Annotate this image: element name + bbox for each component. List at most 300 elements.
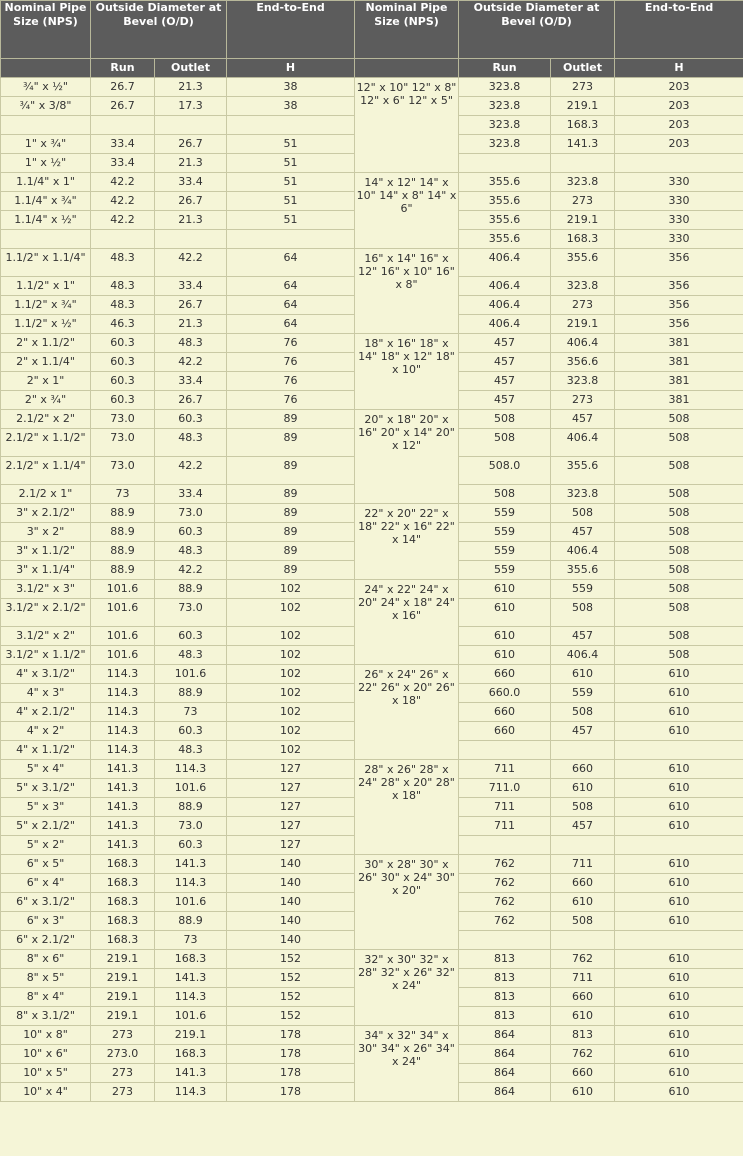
h-cell — [227, 116, 355, 135]
outlet-cell-right: 219.1 — [551, 97, 615, 116]
run-cell-right: 559 — [459, 542, 551, 561]
run-cell-right: 762 — [459, 874, 551, 893]
h-cell: 127 — [227, 817, 355, 836]
h-cell: 127 — [227, 779, 355, 798]
run-cell: 88.9 — [91, 542, 155, 561]
run-cell-right: 660 — [459, 703, 551, 722]
h-cell: 102 — [227, 580, 355, 599]
run-cell-right: 660 — [459, 722, 551, 741]
nps-cell: 1.1/4" x 1" — [1, 173, 91, 192]
outlet-cell-right: 355.6 — [551, 249, 615, 277]
h-cell: 51 — [227, 192, 355, 211]
outlet-cell-right: 457 — [551, 523, 615, 542]
outlet-cell-right: 406.4 — [551, 646, 615, 665]
h-cell-right: 610 — [615, 722, 743, 741]
nps-cell: 5" x 2" — [1, 836, 91, 855]
run-cell: 141.3 — [91, 798, 155, 817]
outlet-cell: 114.3 — [155, 760, 227, 779]
run-cell: 141.3 — [91, 779, 155, 798]
h-cell-right: 610 — [615, 1045, 743, 1064]
run-cell-right: 660.0 — [459, 684, 551, 703]
outlet-cell-right — [551, 154, 615, 173]
outlet-cell-right: 508 — [551, 912, 615, 931]
run-cell-right: 559 — [459, 504, 551, 523]
h-cell-right: 381 — [615, 391, 743, 410]
h-cell: 89 — [227, 542, 355, 561]
outlet-cell-right: 406.4 — [551, 334, 615, 353]
outlet-cell-right: 323.8 — [551, 485, 615, 504]
outlet-cell: 17.3 — [155, 97, 227, 116]
run-cell-right: 323.8 — [459, 116, 551, 135]
h-cell-right: 381 — [615, 334, 743, 353]
nps-cell: 1" x ½" — [1, 154, 91, 173]
outlet-cell: 141.3 — [155, 969, 227, 988]
nps-cell: 6" x 3" — [1, 912, 91, 931]
outlet-cell: 88.9 — [155, 912, 227, 931]
h-cell-right: 508 — [615, 627, 743, 646]
nps-group-cell: 22" x 20" 22" x 18" 22" x 16" 22" x 14" — [355, 504, 459, 580]
table-row — [1, 249, 743, 277]
nps-group-cell: 30" x 28" 30" x 26" 30" x 24" 30" x 20" — [355, 855, 459, 950]
h-cell-right: 356 — [615, 249, 743, 277]
outlet-cell: 73 — [155, 931, 227, 950]
h-cell: 89 — [227, 561, 355, 580]
h-cell-right: 610 — [615, 893, 743, 912]
run-cell: 114.3 — [91, 722, 155, 741]
outlet-cell: 101.6 — [155, 779, 227, 798]
h-cell: 64 — [227, 315, 355, 334]
h-cell: 127 — [227, 760, 355, 779]
h-cell-right: 610 — [615, 1083, 743, 1102]
nps-cell: 4" x 3.1/2" — [1, 665, 91, 684]
outlet-cell-right: 323.8 — [551, 277, 615, 296]
h-cell-right: 610 — [615, 665, 743, 684]
outlet-cell-right: 660 — [551, 988, 615, 1007]
run-cell: 273 — [91, 1026, 155, 1045]
run-cell — [91, 116, 155, 135]
run-cell-right — [459, 741, 551, 760]
h-cell-right: 381 — [615, 372, 743, 391]
run-cell-right: 660 — [459, 665, 551, 684]
outlet-cell-right: 219.1 — [551, 211, 615, 230]
run-cell: 26.7 — [91, 78, 155, 97]
outlet-cell-right: 273 — [551, 296, 615, 315]
run-cell-right: 813 — [459, 988, 551, 1007]
outlet-cell-right: 356.6 — [551, 353, 615, 372]
outlet-cell — [155, 230, 227, 249]
h-cell-right: 203 — [615, 78, 743, 97]
nps-cell: 1.1/2" x 1" — [1, 277, 91, 296]
header-end-to-end: End-to-End — [227, 1, 355, 59]
h-cell-right: 508 — [615, 561, 743, 580]
run-cell: 88.9 — [91, 523, 155, 542]
outlet-cell-right: 559 — [551, 684, 615, 703]
run-cell: 101.6 — [91, 599, 155, 627]
outlet-cell-right: 762 — [551, 1045, 615, 1064]
run-cell-right: 406.4 — [459, 249, 551, 277]
run-cell: 168.3 — [91, 912, 155, 931]
outlet-cell-right — [551, 836, 615, 855]
outlet-cell: 48.3 — [155, 429, 227, 457]
h-cell-right: 508 — [615, 599, 743, 627]
outlet-cell: 26.7 — [155, 135, 227, 154]
run-cell: 219.1 — [91, 1007, 155, 1026]
run-cell-right: 457 — [459, 372, 551, 391]
outlet-cell-right: 508 — [551, 504, 615, 523]
h-cell-right — [615, 154, 743, 173]
nps-cell: 3.1/2" x 2" — [1, 627, 91, 646]
run-cell-right: 355.6 — [459, 192, 551, 211]
run-cell-right: 610 — [459, 627, 551, 646]
nps-cell: 1.1/2" x ¾" — [1, 296, 91, 315]
h-cell-right: 381 — [615, 353, 743, 372]
h-cell: 102 — [227, 599, 355, 627]
nps-cell: 8" x 3.1/2" — [1, 1007, 91, 1026]
outlet-cell: 48.3 — [155, 741, 227, 760]
outlet-cell-right: 355.6 — [551, 457, 615, 485]
h-cell-right: 610 — [615, 798, 743, 817]
h-cell: 152 — [227, 950, 355, 969]
nps-cell: 6" x 5" — [1, 855, 91, 874]
h-cell: 140 — [227, 893, 355, 912]
run-cell: 141.3 — [91, 817, 155, 836]
run-cell-right: 813 — [459, 1007, 551, 1026]
outlet-cell: 219.1 — [155, 1026, 227, 1045]
nps-cell: 10" x 6" — [1, 1045, 91, 1064]
run-cell-right: 355.6 — [459, 211, 551, 230]
nps-group-cell: 12" x 10" 12" x 8" 12" x 6" 12" x 5" — [355, 78, 459, 173]
run-cell-right — [459, 836, 551, 855]
h-cell: 76 — [227, 353, 355, 372]
h-cell-right: 508 — [615, 504, 743, 523]
run-cell-right: 610 — [459, 580, 551, 599]
run-cell: 273 — [91, 1064, 155, 1083]
h-cell: 152 — [227, 969, 355, 988]
h-cell-right: 508 — [615, 542, 743, 561]
h-cell: 102 — [227, 684, 355, 703]
run-cell: 60.3 — [91, 334, 155, 353]
h-cell: 102 — [227, 646, 355, 665]
outlet-cell: 26.7 — [155, 296, 227, 315]
run-cell: 273.0 — [91, 1045, 155, 1064]
h-cell: 51 — [227, 135, 355, 154]
run-cell: 101.6 — [91, 580, 155, 599]
outlet-cell-right: 610 — [551, 779, 615, 798]
h-cell-right: 610 — [615, 1064, 743, 1083]
outlet-cell-right: 457 — [551, 722, 615, 741]
h-cell: 64 — [227, 249, 355, 277]
h-cell-right: 330 — [615, 173, 743, 192]
run-cell: 33.4 — [91, 154, 155, 173]
run-cell: 101.6 — [91, 627, 155, 646]
outlet-cell-right: 711 — [551, 969, 615, 988]
run-cell-right: 711.0 — [459, 779, 551, 798]
header-nominal-pipe-size: Nominal Pipe Size (NPS) — [1, 1, 91, 59]
header-blank — [1, 59, 91, 78]
run-cell: 88.9 — [91, 561, 155, 580]
h-cell-right — [615, 931, 743, 950]
outlet-cell: 101.6 — [155, 893, 227, 912]
nps-cell: 8" x 5" — [1, 969, 91, 988]
run-cell: 219.1 — [91, 950, 155, 969]
outlet-cell: 42.2 — [155, 457, 227, 485]
h-cell: 152 — [227, 1007, 355, 1026]
nps-group-cell: 16" x 14" 16" x 12" 16" x 10" 16" x 8" — [355, 249, 459, 334]
outlet-cell: 60.3 — [155, 410, 227, 429]
outlet-cell: 114.3 — [155, 874, 227, 893]
run-cell-right: 762 — [459, 855, 551, 874]
run-cell: 168.3 — [91, 855, 155, 874]
run-cell-right: 355.6 — [459, 230, 551, 249]
run-cell: 114.3 — [91, 684, 155, 703]
run-cell-right: 711 — [459, 760, 551, 779]
outlet-cell: 21.3 — [155, 211, 227, 230]
nps-group-cell: 18" x 16" 18" x 14" 18" x 12" 18" x 10" — [355, 334, 459, 410]
run-cell-right: 559 — [459, 561, 551, 580]
h-cell-right: 330 — [615, 230, 743, 249]
run-cell-right: 711 — [459, 798, 551, 817]
outlet-cell-right — [551, 931, 615, 950]
run-cell: 73.0 — [91, 429, 155, 457]
outlet-cell: 42.2 — [155, 249, 227, 277]
nps-cell: 1.1/2" x ½" — [1, 315, 91, 334]
run-cell-right: 762 — [459, 893, 551, 912]
outlet-cell-right: 660 — [551, 760, 615, 779]
run-cell-right — [459, 154, 551, 173]
run-cell-right: 355.6 — [459, 173, 551, 192]
h-cell: 89 — [227, 410, 355, 429]
nps-group-cell: 32" x 30" 32" x 28" 32" x 26" 32" x 24" — [355, 950, 459, 1026]
h-cell: 76 — [227, 391, 355, 410]
nps-cell: 5" x 4" — [1, 760, 91, 779]
h-cell-right — [615, 836, 743, 855]
nps-cell: 4" x 1.1/2" — [1, 741, 91, 760]
header-blank-right — [355, 59, 459, 78]
table-row — [1, 504, 743, 523]
h-cell: 38 — [227, 78, 355, 97]
outlet-cell: 73 — [155, 703, 227, 722]
outlet-cell: 101.6 — [155, 1007, 227, 1026]
h-cell-right: 610 — [615, 855, 743, 874]
outlet-cell-right: 273 — [551, 78, 615, 97]
header-outside-diameter: Outside Diameter at Bevel (O/D) — [91, 1, 227, 59]
h-cell: 102 — [227, 722, 355, 741]
header-outside-diameter-right: Outside Diameter at Bevel (O/D) — [459, 1, 615, 59]
outlet-cell: 73.0 — [155, 599, 227, 627]
nps-cell: 5" x 2.1/2" — [1, 817, 91, 836]
run-cell: 114.3 — [91, 665, 155, 684]
nps-cell: 2.1/2 x 1" — [1, 485, 91, 504]
outlet-cell: 42.2 — [155, 353, 227, 372]
table-row — [1, 855, 743, 874]
h-cell-right: 508 — [615, 410, 743, 429]
outlet-cell: 48.3 — [155, 542, 227, 561]
outlet-cell-right: 711 — [551, 855, 615, 874]
nps-cell — [1, 116, 91, 135]
outlet-cell-right: 610 — [551, 893, 615, 912]
nps-cell: 4" x 2" — [1, 722, 91, 741]
run-cell: 168.3 — [91, 893, 155, 912]
outlet-cell-right: 508 — [551, 703, 615, 722]
nps-cell: 3.1/2" x 1.1/2" — [1, 646, 91, 665]
run-cell: 114.3 — [91, 703, 155, 722]
nps-cell: ¾" x ½" — [1, 78, 91, 97]
run-cell-right: 406.4 — [459, 315, 551, 334]
nps-cell: ¾" x 3/8" — [1, 97, 91, 116]
outlet-cell-right: 508 — [551, 798, 615, 817]
nps-cell: 3" x 1.1/2" — [1, 542, 91, 561]
h-cell: 76 — [227, 372, 355, 391]
nps-cell: 3.1/2" x 3" — [1, 580, 91, 599]
run-cell-right: 406.4 — [459, 296, 551, 315]
header-end-to-end-right: End-to-End — [615, 1, 743, 59]
outlet-cell: 114.3 — [155, 988, 227, 1007]
h-cell-right: 508 — [615, 485, 743, 504]
table-row — [1, 580, 743, 599]
outlet-cell-right: 273 — [551, 391, 615, 410]
h-cell: 51 — [227, 173, 355, 192]
run-cell: 141.3 — [91, 836, 155, 855]
run-cell: 273 — [91, 1083, 155, 1102]
run-cell-right: 457 — [459, 391, 551, 410]
run-cell-right: 559 — [459, 523, 551, 542]
outlet-cell-right: 610 — [551, 1083, 615, 1102]
h-cell-right: 610 — [615, 969, 743, 988]
outlet-cell-right: 762 — [551, 950, 615, 969]
h-cell-right: 203 — [615, 116, 743, 135]
run-cell-right: 323.8 — [459, 78, 551, 97]
h-cell: 89 — [227, 457, 355, 485]
h-cell: 127 — [227, 798, 355, 817]
outlet-cell: 26.7 — [155, 391, 227, 410]
outlet-cell: 88.9 — [155, 684, 227, 703]
outlet-cell: 114.3 — [155, 1083, 227, 1102]
outlet-cell — [155, 116, 227, 135]
nps-cell: 3" x 1.1/4" — [1, 561, 91, 580]
run-cell — [91, 230, 155, 249]
h-cell: 89 — [227, 523, 355, 542]
nps-cell: 2.1/2" x 1.1/2" — [1, 429, 91, 457]
outlet-cell-right: 457 — [551, 410, 615, 429]
h-cell: 178 — [227, 1064, 355, 1083]
nps-cell: 6" x 4" — [1, 874, 91, 893]
h-cell-right: 508 — [615, 429, 743, 457]
run-cell-right: 813 — [459, 969, 551, 988]
outlet-cell: 73.0 — [155, 504, 227, 523]
outlet-cell: 60.3 — [155, 722, 227, 741]
run-cell-right: 864 — [459, 1064, 551, 1083]
header-h: H — [227, 59, 355, 78]
h-cell: 38 — [227, 97, 355, 116]
nps-cell: 5" x 3" — [1, 798, 91, 817]
h-cell-right: 610 — [615, 1007, 743, 1026]
nps-cell: 1.1/4" x ½" — [1, 211, 91, 230]
outlet-cell-right: 355.6 — [551, 561, 615, 580]
run-cell: 73.0 — [91, 457, 155, 485]
run-cell: 33.4 — [91, 135, 155, 154]
nps-cell: 1.1/4" x ¾" — [1, 192, 91, 211]
h-cell: 127 — [227, 836, 355, 855]
run-cell: 219.1 — [91, 969, 155, 988]
outlet-cell: 141.3 — [155, 855, 227, 874]
outlet-cell: 42.2 — [155, 561, 227, 580]
outlet-cell: 141.3 — [155, 1064, 227, 1083]
nps-cell: 6" x 3.1/2" — [1, 893, 91, 912]
header-outlet: Outlet — [155, 59, 227, 78]
h-cell-right: 610 — [615, 760, 743, 779]
outlet-cell: 21.3 — [155, 315, 227, 334]
nps-cell: 2" x 1" — [1, 372, 91, 391]
nps-cell: 1" x ¾" — [1, 135, 91, 154]
h-cell: 64 — [227, 277, 355, 296]
run-cell: 48.3 — [91, 277, 155, 296]
h-cell-right: 203 — [615, 135, 743, 154]
nps-cell: 10" x 8" — [1, 1026, 91, 1045]
table-row — [1, 410, 743, 429]
h-cell: 64 — [227, 296, 355, 315]
outlet-cell-right: 610 — [551, 1007, 615, 1026]
h-cell: 89 — [227, 504, 355, 523]
outlet-cell: 48.3 — [155, 334, 227, 353]
outlet-cell: 26.7 — [155, 192, 227, 211]
table-row — [1, 173, 743, 192]
run-cell-right: 813 — [459, 950, 551, 969]
header-run: Run — [91, 59, 155, 78]
outlet-cell: 168.3 — [155, 950, 227, 969]
table-row — [1, 950, 743, 969]
h-cell-right: 508 — [615, 646, 743, 665]
nps-cell — [1, 230, 91, 249]
h-cell: 140 — [227, 931, 355, 950]
outlet-cell: 168.3 — [155, 1045, 227, 1064]
run-cell-right: 864 — [459, 1045, 551, 1064]
run-cell: 26.7 — [91, 97, 155, 116]
nps-group-cell: 20" x 18" 20" x 16" 20" x 14" 20" x 12" — [355, 410, 459, 504]
run-cell: 114.3 — [91, 741, 155, 760]
h-cell-right: 508 — [615, 457, 743, 485]
nps-cell: 1.1/2" x 1.1/4" — [1, 249, 91, 277]
h-cell-right — [615, 741, 743, 760]
outlet-cell-right: 457 — [551, 627, 615, 646]
nps-group-cell: 26" x 24" 26" x 22" 26" x 20" 26" x 18" — [355, 665, 459, 760]
h-cell: 178 — [227, 1026, 355, 1045]
outlet-cell-right: 323.8 — [551, 372, 615, 391]
nps-cell: 10" x 4" — [1, 1083, 91, 1102]
nps-group-cell: 24" x 22" 24" x 20" 24" x 18" 24" x 16" — [355, 580, 459, 665]
h-cell-right: 610 — [615, 1026, 743, 1045]
nps-cell: 2.1/2" x 2" — [1, 410, 91, 429]
header-h-right: H — [615, 59, 743, 78]
h-cell-right: 330 — [615, 211, 743, 230]
run-cell-right: 864 — [459, 1083, 551, 1102]
run-cell: 101.6 — [91, 646, 155, 665]
nps-cell: 5" x 3.1/2" — [1, 779, 91, 798]
run-cell: 46.3 — [91, 315, 155, 334]
outlet-cell: 21.3 — [155, 78, 227, 97]
outlet-cell-right: 508 — [551, 599, 615, 627]
outlet-cell: 33.4 — [155, 485, 227, 504]
table-row — [1, 78, 743, 97]
outlet-cell: 88.9 — [155, 798, 227, 817]
run-cell: 219.1 — [91, 988, 155, 1007]
h-cell-right: 508 — [615, 580, 743, 599]
run-cell-right — [459, 931, 551, 950]
run-cell: 42.2 — [91, 173, 155, 192]
h-cell: 140 — [227, 855, 355, 874]
h-cell: 51 — [227, 154, 355, 173]
table-row — [1, 334, 743, 353]
nps-cell: 10" x 5" — [1, 1064, 91, 1083]
